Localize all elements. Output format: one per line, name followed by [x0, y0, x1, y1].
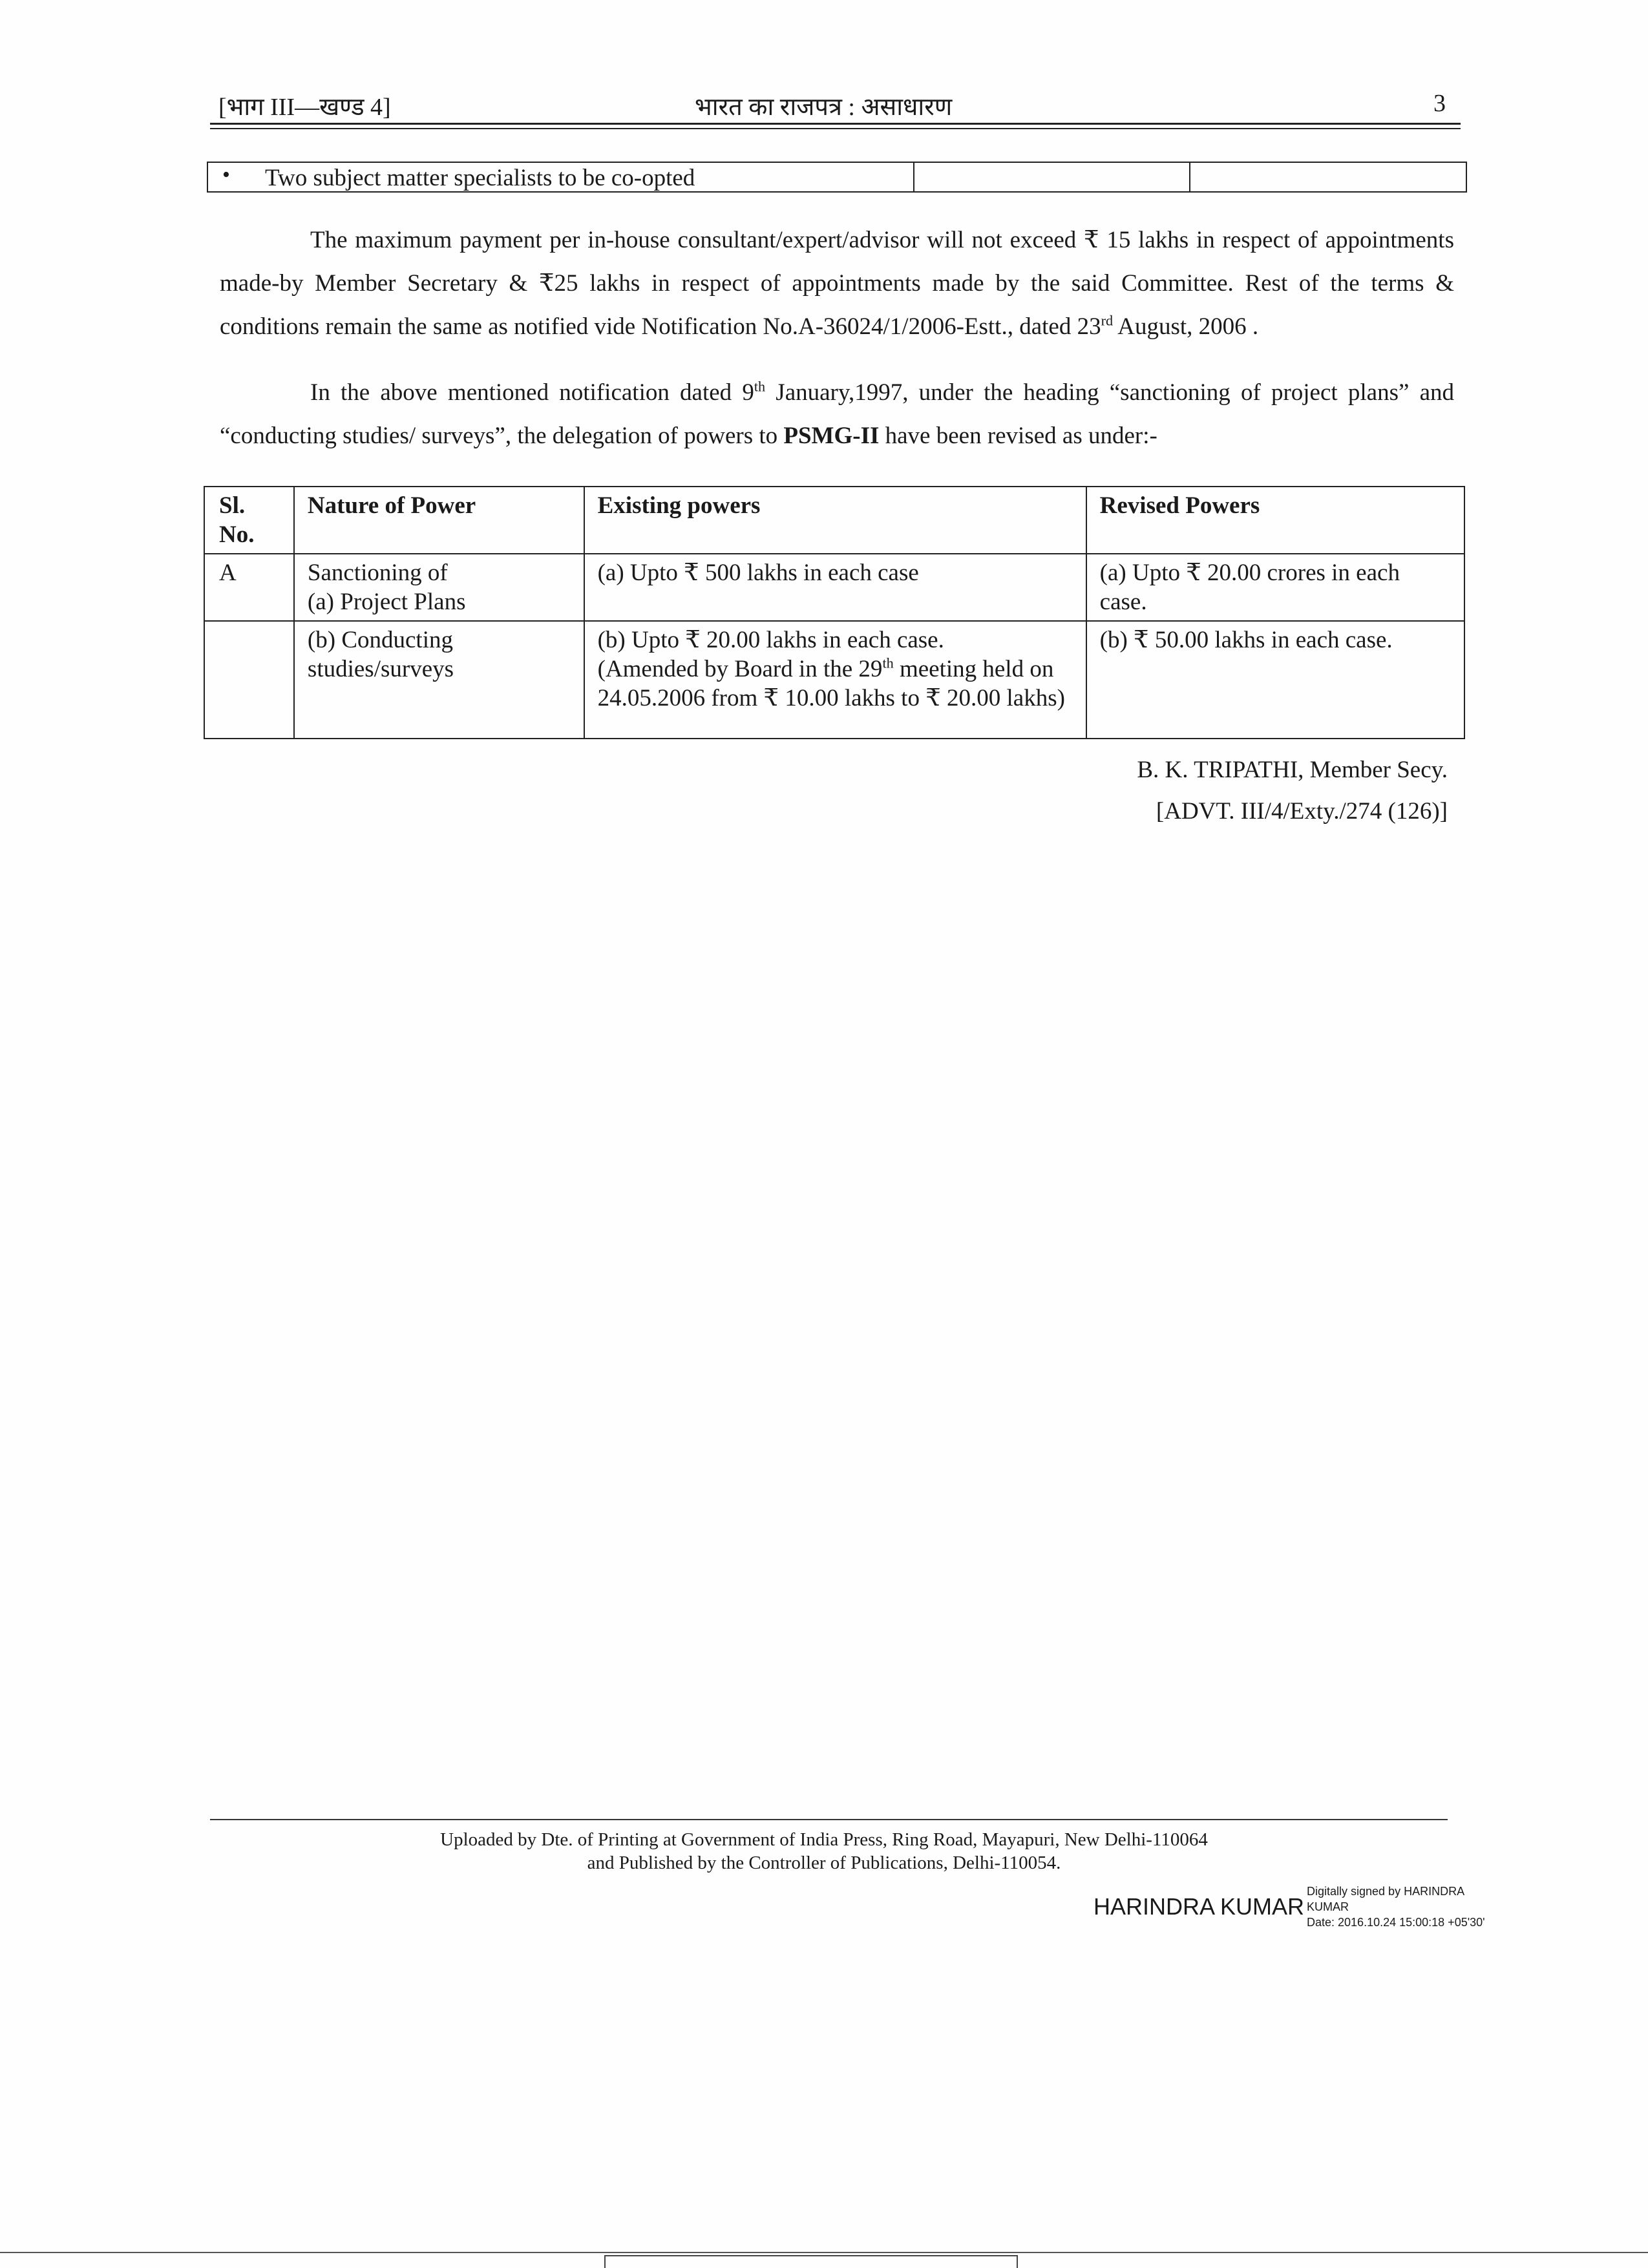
cell-existing: (a) Upto ₹ 500 lakhs in each case [584, 554, 1086, 621]
cell-nature: (b) Conducting studies/surveys [294, 621, 584, 739]
header-nature-of-power: Nature of Power [294, 487, 584, 554]
advt-reference: [ADVT. III/4/Exty./274 (126)] [1156, 798, 1448, 824]
cell-sl [204, 621, 294, 739]
header-rule [210, 123, 1461, 125]
table-row [204, 621, 1464, 739]
signatory-name: B. K. TRIPATHI, Member Secy. [1137, 757, 1448, 783]
cell-revised: (b) ₹ 50.00 lakhs in each case. [1086, 621, 1464, 739]
digital-signature-name: HARINDRA KUMAR [1093, 1893, 1305, 1920]
table-header-row [204, 487, 1464, 554]
table-row [204, 554, 1464, 621]
continued-table-row [207, 162, 1467, 193]
footer-line-2: and Published by the Controller of Publications, Delhi-110054. [587, 1853, 1061, 1873]
paragraph-delegation: In the above mentioned notification dated 9th January,1997, under the heading “sanctioning of project plans” and “conducting studies/ surveys”, the delegation of powers to PSMG-II have been revised as under:- [220, 378, 1454, 449]
row-text: Two subject matter specialists to be co-opted [265, 165, 695, 191]
running-header-center: भारत का राजपत्र : असाधारण [695, 94, 953, 121]
digital-signature-details: Digitally signed by HARINDRA KUMAR Date: 2016.10.24 15:00:18 +05'30' [1307, 1885, 1485, 1929]
header-revised-powers: Revised Powers [1086, 487, 1464, 554]
footer-line-1: Uploaded by Dte. of Printing at Government of India Press, Ring Road, Mayapuri, New Delhi-110064 [440, 1829, 1208, 1850]
cell-revised: (a) Upto ₹ 20.00 crores in each case. [1086, 554, 1464, 621]
powers-table [204, 486, 1465, 739]
page-bottom-edge [0, 2252, 1648, 2253]
paragraph-payment: The maximum payment per in-house consultant/expert/advisor will not exceed ₹ 15 lakhs in respect of appointments made-by Member Secretary & ₹25 lakhs in respect of appointments made by the said Committee. Rest of the terms & conditions remain the same as notified vide Notification No.A-36024/1/2006-Estt., dated 23rd August, 2006 . [220, 227, 1454, 340]
bullet: • [222, 163, 230, 187]
header-sl-no: Sl. No. [204, 487, 294, 554]
header-rule-2 [210, 128, 1461, 129]
header-existing-powers: Existing powers [584, 487, 1086, 554]
page-number: 3 [1433, 90, 1446, 117]
running-header-left: [भाग III—खण्ड 4] [218, 94, 391, 121]
column-divider [1189, 163, 1190, 191]
cell-sl: A [204, 554, 294, 621]
page-bottom-tab [604, 2255, 1018, 2268]
column-divider [913, 163, 914, 191]
cell-nature: Sanctioning of (a) Project Plans [294, 554, 584, 621]
cell-existing: (b) Upto ₹ 20.00 lakhs in each case. (Amended by Board in the 29th meeting held on 24.05.2006 from ₹ 10.00 lakhs to ₹ 20.00 lakhs) [584, 621, 1086, 739]
footer-rule [210, 1819, 1448, 1820]
